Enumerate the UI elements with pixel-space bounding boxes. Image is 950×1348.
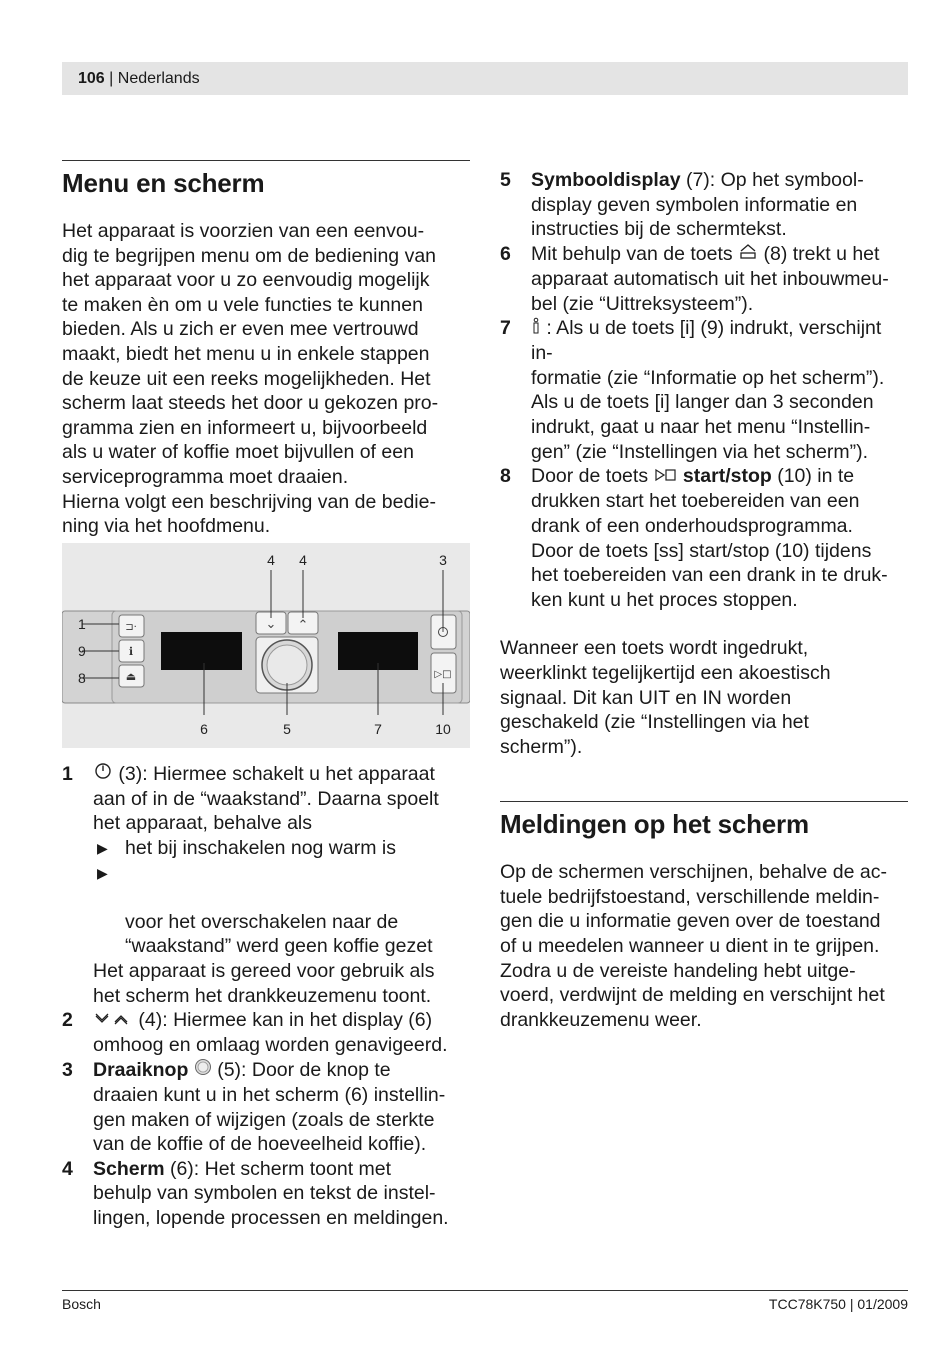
drawer-icon bbox=[738, 242, 758, 267]
footer-model-date: TCC78K750 | 01/2009 bbox=[768, 1296, 908, 1312]
item-pre-text: Mit behulp van de toets bbox=[531, 242, 733, 265]
triangle-icon: ▶ bbox=[97, 864, 108, 881]
item-number: 8 bbox=[500, 465, 511, 488]
list-item-4 bbox=[62, 1157, 470, 1231]
control-panel-figure bbox=[62, 543, 470, 748]
knob-icon bbox=[194, 1058, 212, 1083]
item-bold-term: Scherm bbox=[93, 1157, 165, 1180]
start-stop-icon bbox=[654, 465, 678, 490]
item-number: 4 bbox=[62, 1157, 73, 1180]
section-rule bbox=[62, 160, 470, 161]
header-text bbox=[78, 70, 200, 88]
numbered-list-right bbox=[500, 168, 908, 612]
item-number: 7 bbox=[500, 317, 511, 340]
svg-text:ℹ: ℹ bbox=[128, 644, 134, 658]
label-4b: 4 bbox=[299, 551, 307, 568]
list-item-2 bbox=[62, 1008, 470, 1058]
label-1: 1 bbox=[78, 615, 86, 632]
label-7: 7 bbox=[374, 720, 382, 737]
item-text: (3): Hiermee schakelt u het apparaat aan of in de “waakstand”. Daarna spoelt het apparaat, behalve als bbox=[93, 762, 439, 835]
footer-rule bbox=[62, 1290, 908, 1291]
bullet-item bbox=[93, 861, 470, 959]
svg-text:▷□: ▷□ bbox=[434, 668, 452, 680]
signal-paragraph: Wanneer een toets wordt ingedrukt, weerklinkt tegelijkertijd een akoestisch signaal. Dit kan UIT en IN worden geschakeld (zie “Instellingen via het scherm”). bbox=[500, 637, 831, 758]
item-text: (10) in te drukken start het toebereiden van een drank of een onderhoudsprogramma. Door de toets [ss] start/stop (10) tijdens het toebereiden van een drank in te druk- ken kunt u het proces stoppen. bbox=[531, 465, 888, 611]
list-item-8 bbox=[500, 464, 908, 612]
svg-text:⌃: ⌃ bbox=[297, 617, 309, 633]
item-number: 3 bbox=[62, 1058, 73, 1081]
up-down-arrows-icon bbox=[93, 1009, 133, 1034]
section-title-menu: Menu en scherm bbox=[62, 168, 265, 198]
list-item-3 bbox=[62, 1058, 470, 1157]
display-6 bbox=[161, 632, 242, 670]
bullet-text: voor het overschakelen naar de “waakstand” werd geen koffie gezet bbox=[125, 910, 433, 958]
item-text: (7): Op het symbool- display geven symbolen informatie en instructies bij de schermtekst. bbox=[531, 169, 864, 241]
right-column bbox=[500, 168, 908, 1032]
header-language: Nederlands bbox=[117, 70, 200, 87]
item-number: 6 bbox=[500, 242, 511, 265]
item-bold-term: Symbooldisplay bbox=[531, 169, 681, 191]
left-column bbox=[62, 160, 470, 1231]
label-8: 8 bbox=[78, 669, 86, 686]
control-panel-diagram bbox=[62, 543, 470, 748]
section-rule bbox=[500, 801, 908, 802]
label-6: 6 bbox=[200, 720, 208, 737]
header-separator: | bbox=[109, 70, 114, 87]
bullet-text: het bij inschakelen nog warm is bbox=[125, 837, 396, 860]
intro-paragraph: Het apparaat is voorzien van een eenvou- dig te begrijpen menu om de bediening van het apparaat voor u zo eenvoudig mogelijk te maken èn om u vele functies te kunnen bieden. Als u zich er even mee vertrouwd maakt, biedt het menu u in enkele stappen de keuze uit een reeks mogelijkheden. Het scherm laat steeds het door u gekozen pro- gramma zien en informeert u, bijvoorbeeld als u water of koffie moet bijvullen of een serviceprogramma moet draaien. Hierna volgt een beschrijving van de bedie- ning via het hoofdmenu. bbox=[62, 220, 439, 538]
item-text: (5): Door de knop te draaien kunt u in het scherm (6) instellin- gen maken of wijzigen (zoals de sterkte van de koffie of de hoeveelheid koffie). bbox=[93, 1058, 446, 1156]
svg-text:⏏: ⏏ bbox=[125, 669, 137, 683]
triangle-icon: ▶ bbox=[97, 840, 108, 857]
label-4a: 4 bbox=[267, 551, 275, 568]
item-bold-term: start/stop bbox=[682, 465, 772, 488]
label-9: 9 bbox=[78, 642, 86, 659]
list-item-1 bbox=[62, 762, 470, 1008]
label-10: 10 bbox=[435, 720, 451, 737]
list-item-6 bbox=[500, 242, 908, 316]
label-5: 5 bbox=[283, 720, 291, 737]
item-text: : Als u de toets [i] (9) indrukt, verschijnt in- formatie (zie “Informatie op het scherm”). Als u de toets [i] langer dan 3 seconden indrukt, gaat u naar het menu “Instellin- gen” (zie “Instellingen via het scherm”). bbox=[531, 317, 885, 463]
item-after-text: Het apparaat is gereed voor gebruik als het scherm het drankkeuzemenu toont. bbox=[93, 960, 435, 1007]
power-icon bbox=[93, 762, 113, 787]
item-number: 2 bbox=[62, 1009, 73, 1032]
page-header bbox=[62, 62, 908, 95]
label-3: 3 bbox=[439, 551, 447, 568]
item-text: (6): Het scherm toont met behulp van symbolen en tekst de instel- lingen, lopende processen en meldingen. bbox=[93, 1157, 449, 1230]
list-item-5 bbox=[500, 168, 908, 242]
footer-brand: Bosch bbox=[62, 1296, 101, 1312]
svg-text:⊐·: ⊐· bbox=[125, 621, 137, 633]
bullet-item bbox=[93, 836, 470, 861]
meldingen-paragraph: Op de schermen verschijnen, behalve de ac- tuele bedrijfstoestand, verschillende meldin- gen die u informatie geven over de toestand of u meedelen wanneer u dient in te grijpen. Zodra u de vereiste handeling hebt uitge- voerd, verdwijnt de melding en verschijnt het drankkeuzemenu weer. bbox=[500, 861, 887, 1031]
svg-text:⌄: ⌄ bbox=[265, 616, 277, 632]
info-icon bbox=[531, 317, 541, 342]
section-title-meldingen: Meldingen op het scherm bbox=[500, 809, 809, 840]
item-pre-text: Door de toets bbox=[531, 465, 649, 488]
page-number: 106 bbox=[78, 70, 105, 87]
list-item-7 bbox=[500, 316, 908, 464]
item-bold-term: Draaiknop bbox=[93, 1058, 189, 1081]
item-number: 1 bbox=[62, 762, 73, 785]
item-text: (4): Hiermee kan in het display (6) omhoog en omlaag worden genavigeerd. bbox=[93, 1009, 448, 1057]
item-text: (8) trekt u het apparaat automatisch uit het inbouwmeu- bel (zie “Uittreksysteem”). bbox=[531, 242, 889, 315]
item-number: 5 bbox=[500, 169, 511, 191]
numbered-list-left bbox=[62, 762, 470, 1231]
